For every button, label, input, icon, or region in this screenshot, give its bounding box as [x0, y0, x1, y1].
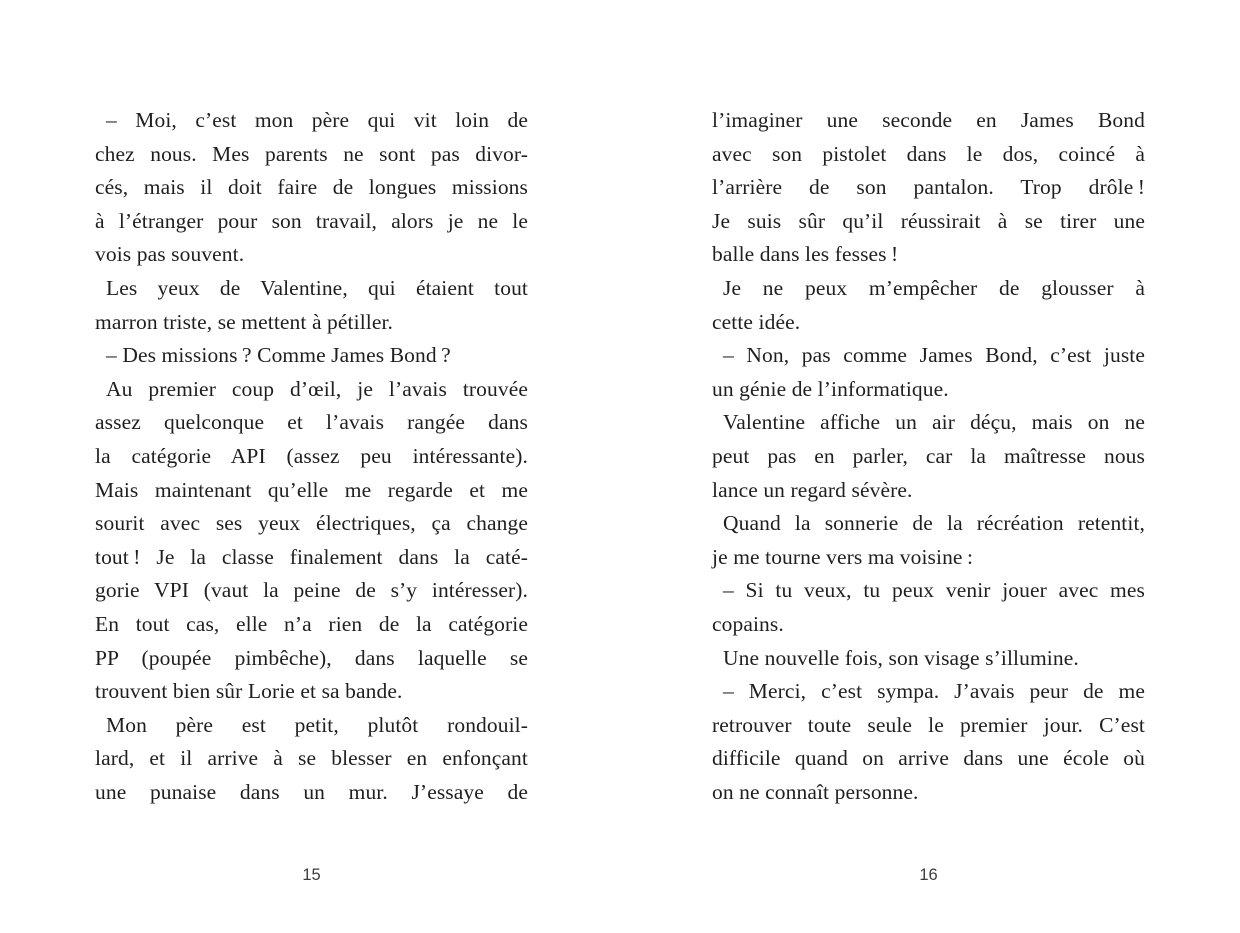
text-line: chez nous. Mes parents ne sont pas divor-	[95, 141, 528, 166]
text-line: trouvent bien sûr Lorie et sa bande.	[95, 679, 403, 704]
text-line: Je suis sûr qu’il réussirait à se tirer une	[712, 208, 1145, 233]
text-line: Quand la sonnerie de la récréation retentit,	[723, 511, 1145, 536]
text-line: Mon père est petit, plutôt rondouil-	[106, 712, 528, 737]
text-line: avec son pistolet dans le dos, coincé à	[712, 141, 1145, 166]
text-line: Je ne peux m’empêcher de glousser à	[723, 275, 1145, 300]
text-line: tout ! Je la classe finalement dans la caté-	[95, 544, 528, 569]
text-line: peut pas en parler, car la maîtresse nous	[712, 443, 1145, 468]
text-line: la catégorie API (assez peu intéressante).	[95, 443, 528, 468]
text-line: – Merci, c’est sympa. J’avais peur de me	[723, 679, 1145, 704]
text-line: Mais maintenant qu’elle me regarde et me	[95, 477, 528, 502]
text-line: Les yeux de Valentine, qui étaient tout	[106, 275, 528, 300]
text-line: lance un regard sévère.	[712, 477, 913, 502]
text-line: PP (poupée pimbêche), dans laquelle se	[95, 645, 528, 670]
text-line: une punaise dans un mur. J’essaye de	[95, 779, 528, 804]
text-line: l’arrière de son pantalon. Trop drôle !	[712, 175, 1145, 200]
text-line: vois pas souvent.	[95, 242, 245, 267]
text-line: assez quelconque et l’avais rangée dans	[95, 410, 528, 435]
left-page-text-column	[95, 104, 528, 809]
text-line: difficile quand on arrive dans une école où	[712, 746, 1145, 771]
text-line: on ne connaît personne.	[712, 779, 919, 804]
right-page-text-column	[712, 104, 1145, 809]
text-line: – Des missions ? Comme James Bond ?	[106, 343, 451, 368]
text-line: balle dans les fesses !	[712, 242, 899, 267]
text-line: à l’étranger pour son travail, alors je ne le	[95, 208, 528, 233]
text-line: copains.	[712, 611, 784, 636]
text-line: sourit avec ses yeux électriques, ça change	[95, 511, 528, 536]
text-line: gorie VPI (vaut la peine de s’y intéresser).	[95, 578, 528, 603]
text-line: Au premier coup d’œil, je l’avais trouvée	[106, 376, 528, 401]
text-line: – Si tu veux, tu peux venir jouer avec mes	[723, 578, 1145, 603]
text-line: l’imaginer une seconde en James Bond	[712, 108, 1145, 132]
text-line: lard, et il arrive à se blesser en enfonçant	[95, 746, 528, 771]
text-line: cés, mais il doit faire de longues missions	[95, 175, 528, 200]
text-line: un génie de l’informatique.	[712, 376, 949, 401]
text-line: Une nouvelle fois, son visage s’illumine.	[723, 645, 1079, 670]
text-line: cette idée.	[712, 309, 801, 334]
text-line: – Moi, c’est mon père qui vit loin de	[106, 108, 528, 132]
text-line: retrouver toute seule le premier jour. C’est	[712, 712, 1145, 737]
text-line: marron triste, se mettent à pétiller.	[95, 309, 394, 334]
text-line: En tout cas, elle n’a rien de la catégorie	[95, 611, 528, 636]
text-line: Valentine affiche un air déçu, mais on ne	[723, 410, 1145, 435]
left-page-number: 15	[302, 866, 321, 884]
text-line: – Non, pas comme James Bond, c’est juste	[723, 343, 1145, 368]
text-line: je me tourne vers ma voisine :	[712, 544, 974, 569]
right-page-number: 16	[919, 866, 938, 884]
